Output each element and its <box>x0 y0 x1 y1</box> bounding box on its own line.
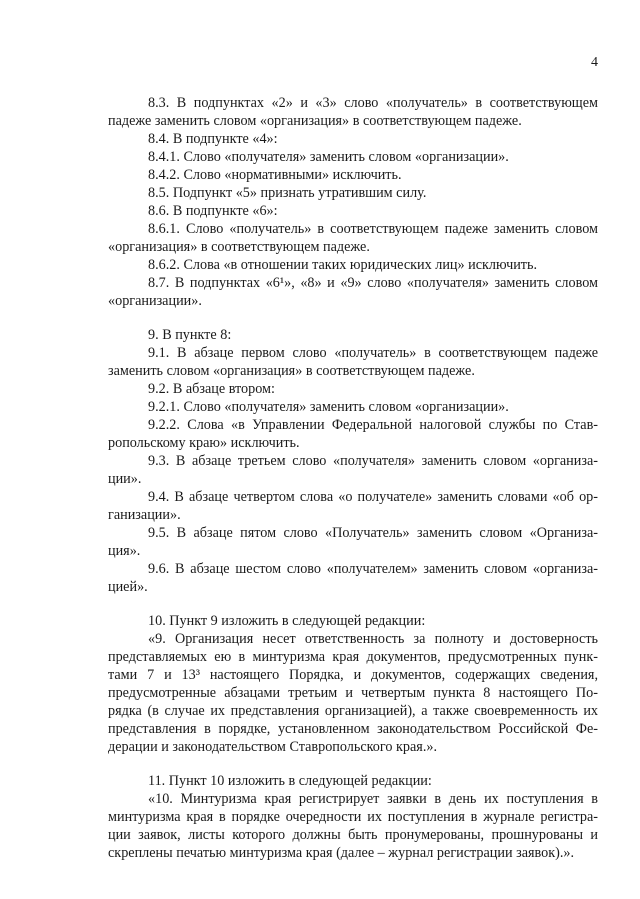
text-line: «9. Организация несет ответственность за полноту и достоверность <box>148 631 598 647</box>
text-line: 8.3. В подпунктах «2» и «3» слово «получатель» в соответствующем <box>148 95 598 111</box>
text-line: 9.6. В абзаце шестом слово «получателем» заменить словом «организа- <box>148 561 598 577</box>
text-line: 9.5. В абзаце пятом слово «Получатель» заменить словом «Организа- <box>148 525 598 541</box>
text-line: тами 7 и 13³ настоящего Порядка, и документов, содержащих сведения, <box>108 667 598 683</box>
text-line: ция». <box>108 543 141 559</box>
text-line: ганизации». <box>108 507 181 523</box>
text-line: 8.6.2. Слова «в отношении таких юридических лиц» исключить. <box>148 257 538 273</box>
text-line: 9.3. В абзаце третьем слово «получателя» заменить словом «организа- <box>148 453 598 469</box>
text-line: ции заявок, листы которого должны быть пронумерованы, прошнурованы и <box>108 827 598 843</box>
text-line: 9.4. В абзаце четвертом слова «о получателе» заменить словами «об ор- <box>148 489 598 505</box>
text-line: 8.4.1. Слово «получателя» заменить словом «организации». <box>148 149 509 165</box>
text-line: «организации». <box>108 293 202 309</box>
text-line: дерации и законодательством Ставропольского края.». <box>108 739 438 755</box>
text-line: заменить словом «организация» в соответствующем падеже. <box>108 363 475 379</box>
text-line: представления в порядке, установленном законодательством Российской Фе- <box>108 721 598 737</box>
text-line: скреплены печатью минтуризма края (далее – журнал регистрации заявок).». <box>108 845 575 861</box>
text-line: минтуризма края в порядке очередности их поступления в журнале регистра- <box>108 809 598 825</box>
text-line: 9.2. В абзаце втором: <box>148 381 275 397</box>
text-line: представляемых ею в минтуризма края документов, предусмотренных пунк- <box>108 649 598 665</box>
text-line: 8.6.1. Слово «получатель» в соответствующем падеже заменить словом <box>148 221 598 237</box>
text-line: 8.4. В подпункте «4»: <box>148 131 278 147</box>
text-line: 11. Пункт 10 изложить в следующей редакции: <box>148 773 432 789</box>
text-line: 10. Пункт 9 изложить в следующей редакции: <box>148 613 426 629</box>
text-line: падеже заменить словом «организация» в соответствующем падеже. <box>108 113 522 129</box>
text-line: 8.5. Подпункт «5» признать утратившим силу. <box>148 185 427 201</box>
text-line: цией». <box>108 579 148 595</box>
text-line: ции». <box>108 471 142 487</box>
text-line: 9.1. В абзаце первом слово «получатель» в соответствующем падеже <box>148 345 598 361</box>
text-line: 8.6. В подпункте «6»: <box>148 203 278 219</box>
text-line: рядка (в случае их представления организацией), а также своевременность их <box>108 703 598 719</box>
text-line: 9. В пункте 8: <box>148 327 232 343</box>
text-line: «10. Минтуризма края регистрирует заявки в день их поступления в <box>148 791 598 807</box>
text-line: 9.2.2. Слова «в Управлении Федеральной налоговой службы по Став- <box>148 417 598 433</box>
text-line: 9.2.1. Слово «получателя» заменить словом «организации». <box>148 399 509 415</box>
text-line: предусмотренные абзацами третьим и четвертым пункта 8 настоящего По- <box>108 685 598 701</box>
text-line: 8.7. В подпунктах «6¹», «8» и «9» слово «получателя» заменить словом <box>148 275 598 291</box>
text-line: «организация» в соответствующем падеже. <box>108 239 370 255</box>
text-line: ропольскому краю» исключить. <box>108 435 300 451</box>
page-number: 4 <box>591 55 598 70</box>
text-line: 8.4.2. Слово «нормативными» исключить. <box>148 167 402 183</box>
